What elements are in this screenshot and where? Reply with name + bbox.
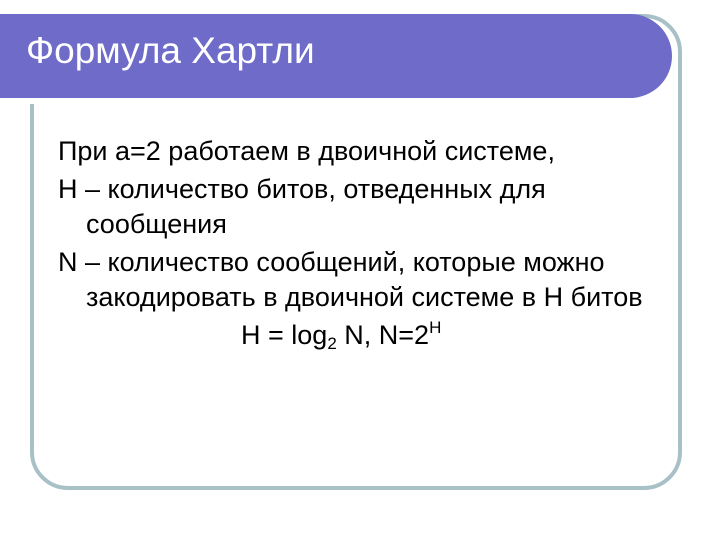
paragraph-message-count: N – количество сообщений, которые можно закодировать в двоичной системе в Н битов [58, 246, 643, 312]
slide-title: Формула Хартли [26, 30, 315, 71]
paragraph-bit-count: Н – количество битов, отведенных для сообщения [58, 173, 546, 239]
slide-body [58, 134, 658, 353]
hartley-formula [58, 318, 658, 354]
formula-part-1: Н = log [241, 319, 328, 350]
formula-exponent: H [429, 317, 442, 337]
paragraph-binary-system: При а=2 работаем в двоичной системе, [58, 136, 555, 166]
formula-log-base: 2 [327, 333, 337, 353]
formula-part-2: N, N=2 [336, 319, 430, 350]
title-underline [0, 98, 640, 104]
